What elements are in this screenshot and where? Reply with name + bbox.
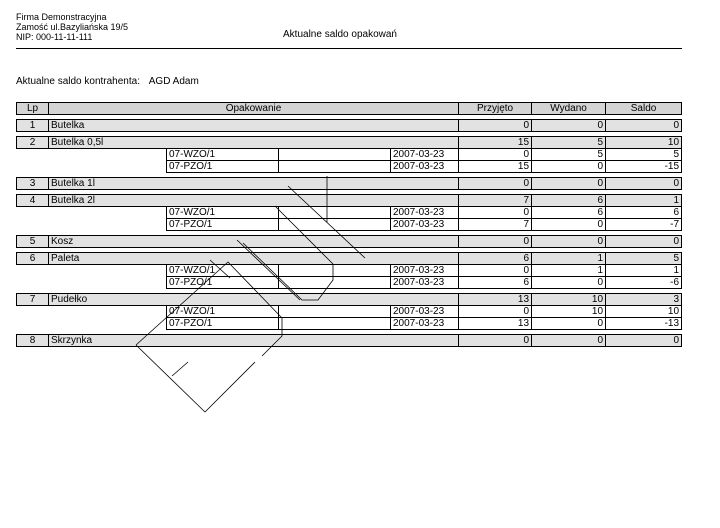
package-name: Kosz bbox=[49, 236, 459, 248]
document-received: 15 bbox=[459, 161, 532, 173]
document-spacer bbox=[279, 306, 391, 318]
document-balance: -7 bbox=[606, 219, 682, 231]
package-issued: 0 bbox=[532, 120, 606, 132]
header-package: Opakowanie bbox=[49, 103, 459, 115]
package-name: Pudełko bbox=[49, 294, 459, 306]
package-received: 0 bbox=[459, 335, 532, 347]
company-nip: NIP: 000-11-11-111 bbox=[16, 32, 93, 42]
document-date: 2007-03-23 bbox=[391, 306, 459, 318]
document-row bbox=[17, 265, 682, 277]
package-issued: 1 bbox=[532, 253, 606, 265]
package-lp: 3 bbox=[17, 178, 49, 190]
package-received: 0 bbox=[459, 178, 532, 190]
contractor-label: Aktualne saldo kontrahenta: bbox=[16, 76, 140, 87]
package-lp: 7 bbox=[17, 294, 49, 306]
package-row bbox=[17, 120, 682, 132]
report-title: Aktualne saldo opakowań bbox=[283, 29, 397, 40]
document-date: 2007-03-23 bbox=[391, 318, 459, 330]
contractor-line bbox=[16, 76, 199, 87]
document-row bbox=[17, 207, 682, 219]
package-received: 13 bbox=[459, 294, 532, 306]
package-received: 15 bbox=[459, 137, 532, 149]
package-row bbox=[17, 335, 682, 347]
package-issued: 10 bbox=[532, 294, 606, 306]
document-number: 07-WZO/1 bbox=[167, 265, 279, 277]
table-header-row bbox=[17, 103, 682, 115]
document-date: 2007-03-23 bbox=[391, 161, 459, 173]
document-date: 2007-03-23 bbox=[391, 219, 459, 231]
package-balance: 1 bbox=[606, 195, 682, 207]
document-issued: 10 bbox=[532, 306, 606, 318]
document-number: 07-PZO/1 bbox=[167, 318, 279, 330]
document-row bbox=[17, 318, 682, 330]
document-date: 2007-03-23 bbox=[391, 277, 459, 289]
document-issued: 0 bbox=[532, 318, 606, 330]
document-balance: 1 bbox=[606, 265, 682, 277]
package-issued: 0 bbox=[532, 236, 606, 248]
document-issued: 0 bbox=[532, 277, 606, 289]
package-row bbox=[17, 253, 682, 265]
package-row bbox=[17, 236, 682, 248]
package-name: Butelka 1l bbox=[49, 178, 459, 190]
package-lp: 5 bbox=[17, 236, 49, 248]
document-received: 0 bbox=[459, 265, 532, 277]
header-lp: Lp bbox=[17, 103, 49, 115]
document-received: 6 bbox=[459, 277, 532, 289]
contractor-name: AGD Adam bbox=[148, 76, 199, 87]
package-balance: 0 bbox=[606, 120, 682, 132]
header-divider bbox=[16, 48, 682, 49]
document-row bbox=[17, 219, 682, 231]
package-lp: 1 bbox=[17, 120, 49, 132]
document-row bbox=[17, 149, 682, 161]
package-received: 6 bbox=[459, 253, 532, 265]
document-issued: 6 bbox=[532, 207, 606, 219]
package-balance: 0 bbox=[606, 236, 682, 248]
package-received: 7 bbox=[459, 195, 532, 207]
document-number: 07-WZO/1 bbox=[167, 149, 279, 161]
header-balance: Saldo bbox=[606, 103, 682, 115]
document-spacer bbox=[279, 265, 391, 277]
document-balance: 10 bbox=[606, 306, 682, 318]
header-received: Przyjęto bbox=[459, 103, 532, 115]
document-issued: 0 bbox=[532, 161, 606, 173]
document-spacer bbox=[279, 207, 391, 219]
document-number: 07-PZO/1 bbox=[167, 277, 279, 289]
package-balance: 0 bbox=[606, 178, 682, 190]
package-row bbox=[17, 294, 682, 306]
document-received: 13 bbox=[459, 318, 532, 330]
document-spacer bbox=[279, 149, 391, 161]
package-name: Butelka 2l bbox=[49, 195, 459, 207]
document-balance: 6 bbox=[606, 207, 682, 219]
document-balance: 5 bbox=[606, 149, 682, 161]
document-date: 2007-03-23 bbox=[391, 149, 459, 161]
package-balance: 0 bbox=[606, 335, 682, 347]
document-received: 0 bbox=[459, 306, 532, 318]
document-number: 07-PZO/1 bbox=[167, 219, 279, 231]
package-lp: 8 bbox=[17, 335, 49, 347]
document-received: 0 bbox=[459, 207, 532, 219]
document-number: 07-WZO/1 bbox=[167, 306, 279, 318]
document-received: 0 bbox=[459, 149, 532, 161]
company-name: Firma Demonstracyjna bbox=[16, 12, 107, 22]
document-issued: 0 bbox=[532, 219, 606, 231]
package-name: Butelka bbox=[49, 120, 459, 132]
document-row bbox=[17, 306, 682, 318]
package-issued: 5 bbox=[532, 137, 606, 149]
package-received: 0 bbox=[459, 120, 532, 132]
document-balance: -13 bbox=[606, 318, 682, 330]
package-row bbox=[17, 178, 682, 190]
package-name: Skrzynka bbox=[49, 335, 459, 347]
document-balance: -15 bbox=[606, 161, 682, 173]
package-name: Paleta bbox=[49, 253, 459, 265]
document-issued: 5 bbox=[532, 149, 606, 161]
package-issued: 6 bbox=[532, 195, 606, 207]
package-issued: 0 bbox=[532, 178, 606, 190]
package-row bbox=[17, 195, 682, 207]
document-row bbox=[17, 277, 682, 289]
document-row bbox=[17, 161, 682, 173]
document-balance: -6 bbox=[606, 277, 682, 289]
balance-table bbox=[16, 102, 682, 347]
document-spacer bbox=[279, 161, 391, 173]
package-balance: 5 bbox=[606, 253, 682, 265]
document-spacer bbox=[279, 318, 391, 330]
document-spacer bbox=[279, 277, 391, 289]
package-lp: 4 bbox=[17, 195, 49, 207]
document-number: 07-WZO/1 bbox=[167, 207, 279, 219]
company-info bbox=[16, 12, 128, 42]
document-issued: 1 bbox=[532, 265, 606, 277]
package-row bbox=[17, 137, 682, 149]
document-spacer bbox=[279, 219, 391, 231]
package-balance: 10 bbox=[606, 137, 682, 149]
package-received: 0 bbox=[459, 236, 532, 248]
document-date: 2007-03-23 bbox=[391, 265, 459, 277]
document-received: 7 bbox=[459, 219, 532, 231]
document-number: 07-PZO/1 bbox=[167, 161, 279, 173]
package-lp: 2 bbox=[17, 137, 49, 149]
header-issued: Wydano bbox=[532, 103, 606, 115]
document-date: 2007-03-23 bbox=[391, 207, 459, 219]
package-issued: 0 bbox=[532, 335, 606, 347]
package-name: Butelka 0,5l bbox=[49, 137, 459, 149]
company-address: Zamość ul.Bazyliańska 19/5 bbox=[16, 22, 129, 32]
package-lp: 6 bbox=[17, 253, 49, 265]
package-balance: 3 bbox=[606, 294, 682, 306]
